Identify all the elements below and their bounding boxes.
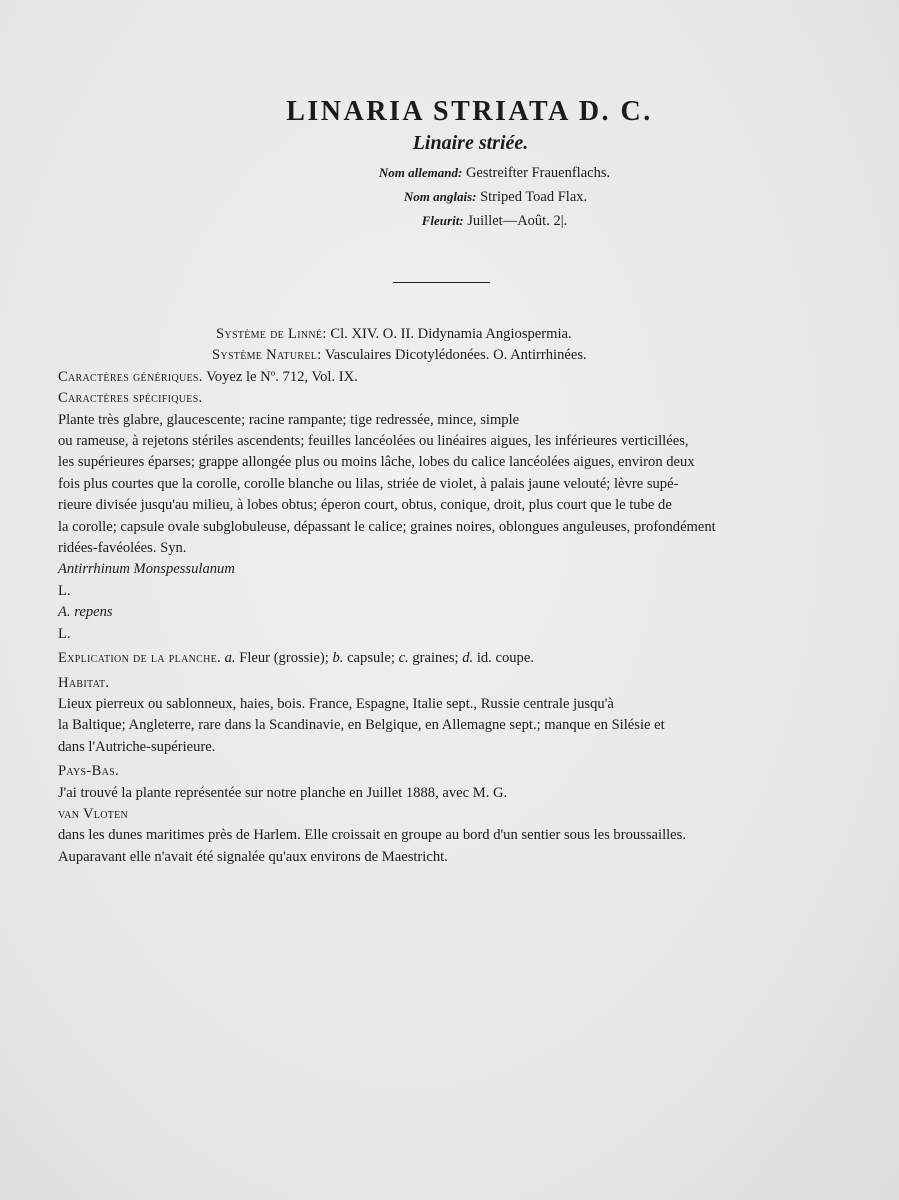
systeme-naturel-text: Vasculaires Dicotylédonées. O. Antirrhinées.	[324, 347, 587, 364]
systeme-linne	[58, 324, 844, 345]
nom-anglais-value: Striped Toad Flax.	[480, 189, 588, 205]
fleurit	[90, 209, 899, 233]
planche-c: c.	[398, 650, 409, 667]
nom-allemand-value: Gestreifter Frauenflachs.	[465, 165, 611, 181]
syn-prefix: ridées-favéolées. Syn.	[58, 540, 187, 557]
synonym-author-2: L.	[58, 625, 71, 642]
planche-a-text: Fleur (grossie);	[239, 650, 329, 667]
systeme-linne-text: Cl. XIV. O. II. Didynamia Angiospermia.	[330, 326, 572, 342]
nom-anglais-label: Nom anglais:	[403, 189, 477, 204]
header	[0, 96, 899, 233]
caracteres-generiques-text: Voyez le Nº. 712, Vol. IX.	[206, 368, 358, 385]
habitat-label: Habitat.	[58, 674, 110, 691]
habitat	[58, 673, 844, 759]
synonym-author-1: L.	[58, 582, 71, 599]
pays-bas-label: Pays-Bas.	[58, 763, 119, 780]
paysbas-text: J'ai trouvé la plante représentée sur notre planche en Juillet 1888, avec M. G.	[58, 784, 508, 801]
planche-c-text: graines;	[412, 650, 459, 667]
explication-planche	[58, 648, 844, 669]
collector-name: van Vloten	[58, 805, 129, 822]
caracteres-generiques-label: Caractères génériques.	[58, 368, 203, 385]
planche-d-text: id. coupe.	[476, 650, 534, 667]
description-body	[58, 324, 844, 868]
habitat-text: Lieux pierreux ou sablonneux, haies, bois. France, Espagne, Italie sept., Russie centrale jusqu'à	[58, 695, 614, 712]
specifiques-line: fois plus courtes que la corolle, corolle blanche ou lilas, striée de violet, à palais jaune velouté; lèvre supé-	[58, 475, 679, 492]
paysbas-line: dans les dunes maritimes près de Harlem. Elle croissait en groupe au bord d'un sentier sous les broussailles.	[58, 827, 686, 844]
specifiques-text: Plante très glabre, glaucescente; racine rampante; tige redressée, mince, simple	[58, 411, 520, 428]
specifiques-line: la corolle; capsule ovale subglobuleuse, dépassant le calice; graines noires, oblongues anguleuses, profondément	[58, 518, 716, 535]
planche-b-text: capsule;	[347, 650, 395, 667]
page-subtitle: Linaire striée.	[412, 132, 529, 154]
caracteres-specifiques-label: Caractères spécifiques.	[58, 390, 203, 407]
systeme-naturel	[58, 345, 844, 366]
pays-bas	[58, 761, 844, 868]
fleurit-label: Fleurit:	[421, 213, 464, 228]
explication-planche-label: Explication de la planche.	[58, 650, 221, 667]
specifiques-line	[58, 388, 844, 431]
page-title: LINARIA STRIATA D. C.	[286, 96, 653, 127]
planche-a: a.	[224, 650, 236, 667]
systeme-naturel-label: Système Naturel:	[212, 347, 322, 364]
synonym-2: A. repens	[58, 604, 113, 621]
specifiques-line: rieure divisée jusqu'au milieu, à lobes obtus; éperon court, obtus, conique, droit, plus court que le tube de	[58, 497, 672, 514]
names-block	[0, 161, 899, 233]
nom-allemand-label: Nom allemand:	[378, 165, 463, 180]
divider	[393, 282, 490, 283]
paysbas-line: Auparavant elle n'avait été signalée qu'aux environs de Maestricht.	[58, 848, 448, 865]
nom-allemand	[90, 161, 899, 185]
specifiques-line: ou rameuse, à rejetons stériles ascendents; feuilles lancéolées ou linéaires aigues, les inférieures verticillées,	[58, 433, 689, 450]
caracteres-specifiques	[58, 388, 844, 645]
habitat-line: la Baltique; Angleterre, rare dans la Scandinavie, en Belgique, en Allemagne sept.; manque en Silésie et	[58, 717, 665, 734]
synonym-1: Antirrhinum Monspessulanum	[58, 561, 235, 578]
paysbas-line	[58, 761, 844, 825]
nom-anglais	[92, 185, 899, 209]
specifiques-line: les supérieures éparses; grappe allongée plus ou moins lâche, lobes du calice lancéolées aigues, environ deux	[58, 454, 695, 471]
caracteres-generiques	[58, 367, 844, 388]
planche-d: d.	[462, 650, 474, 667]
planche-b: b.	[332, 650, 344, 667]
habitat-line: dans l'Autriche-supérieure.	[58, 738, 216, 755]
fleurit-value: Juillet—Août. 2|.	[467, 213, 568, 229]
specifiques-line	[58, 538, 844, 645]
systeme-linne-label: Système de Linné:	[216, 326, 327, 342]
habitat-line	[58, 673, 844, 716]
